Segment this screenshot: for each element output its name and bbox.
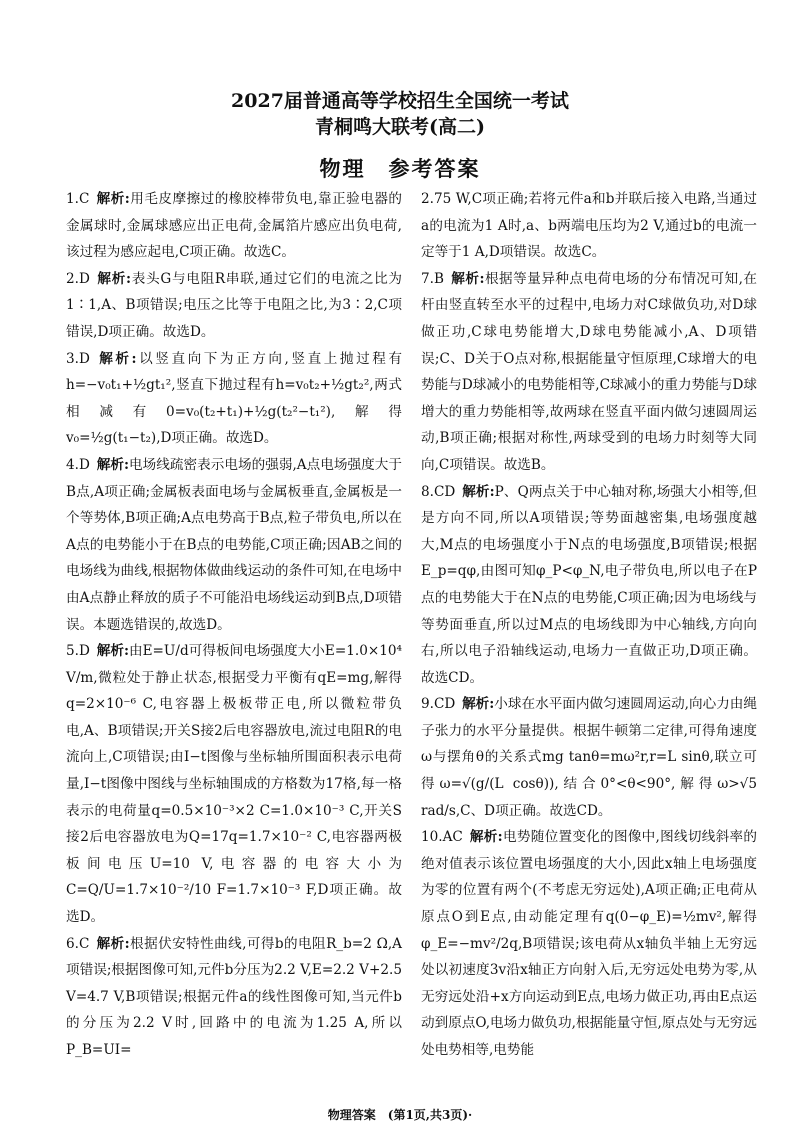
answer-item — [421, 266, 757, 479]
answer-text: 小球在水平面内做匀速圆周运动,向心力由绳子张力的水平分量提供。根据牛顿第二定律,可得角速度ω与摆角θ的关系式mg tanθ=mω²r,r=L sinθ,联立可得ω=√(g/(L cosθ)),结合0°<θ<90°,解得ω>√5 rad/s,C、D项正确。故选CD。 — [421, 696, 757, 819]
answer-text: 由E=U/d可得板间电场强度大小E=1.0×10⁴ V/m,微粒处于静止状态,根据受力平衡有qE=mg,解得q=2×10⁻⁶ C,电容器上极板带正电,所以微粒带负电,A、B项错误;开关S接2后电容器放电,流过电阻R的电流向上,C项错误;由I−t图像与坐标轴所围面积表示电荷量,I−t图像中图线与坐标轴围成的方格数为17格,每一格表示的电荷量q=0.5×10⁻³×2 C=1.0×10⁻³ C,开关S接2后电容器放电为Q=17q=1.7×10⁻² C,电容器两极板间电压U=10 V,电容器的电容大小为C=Q/U=1.7×10⁻²/10 F=1.7×10⁻³ F,D项正确。故选D。 — [66, 643, 402, 926]
answer-number: 8.CD — [421, 483, 456, 500]
analysis-label: 解析: — [450, 270, 485, 287]
answer-text: 表头G与电阻R串联,通过它们的电流之比为1∶1,A、B项错误;电压之比等于电阻之比,为3∶2,C项错误,D项正确。故选D。 — [66, 270, 402, 340]
analysis-label: 解析: — [462, 483, 495, 500]
analysis-label: 解析: — [96, 270, 132, 287]
analysis-label: 解析: — [96, 350, 137, 367]
exam-title: 2027届普通高等学校招生全国统一考试 — [231, 90, 569, 112]
answer-column-left — [66, 186, 402, 1064]
analysis-label: 解析: — [96, 191, 130, 207]
analysis-label: 解析: — [96, 456, 129, 473]
answer-number: 2.D — [66, 270, 90, 287]
answer-number: 1.C — [66, 191, 90, 207]
answer-item — [66, 638, 402, 931]
answer-number: 7.B — [421, 270, 444, 287]
answer-number: 6.C — [66, 935, 90, 952]
answer-text: 根据等量异种点电荷电场的分布情况可知,在杆由竖直转至水平的过程中,电场力对C球做负功,对D球做正功,C球电势能增大,D球电势能减小,A、D项错误;C、D关于O点对称,根据能量守恒原理,C球增大的电势能与D球减小的电势能相等,C球减小的重力势能与D球增大的重力势能相等,故两球在竖直平面内做匀速圆周运动,B项正确;根据对称性,两球受到的电场力时刻等大同向,C项错误。故选B。 — [421, 270, 757, 473]
exam-header — [0, 88, 800, 184]
answer-text: 用毛皮摩擦过的橡胶棒带负电,靠正验电器的金属球时,金属球感应出正电荷,金属箔片感应出负电荷,该过程为感应起电,C项正确。故选C。 — [66, 191, 402, 261]
answer-text: 2.75 W,C项正确;若将元件a和b并联后接入电路,当通过a的电流为1 A时,a、b两端电压均为2 V,通过b的电流一定等于1 A,D项错误。故选C。 — [421, 191, 757, 261]
answer-item — [66, 266, 402, 346]
answer-item — [421, 824, 757, 1063]
answer-text: 电场线疏密表示电场的强弱,A点电场强度大于B点,A项正确;金属板表面电场与金属板垂直,金属板是一个等势体,B项正确;A点电势高于B点,粒子带负电,所以在A点的电势能小于在B点的电势能,C项正确;因AB之间的电场线为曲线,根据物体做曲线运动的条件可知,在电场中由A点静止释放的质子不可能沿电场线运动到B点,D项错误。本题选错误的,故选D。 — [66, 456, 402, 633]
answer-number: 4.D — [66, 456, 90, 473]
answer-item — [421, 691, 757, 824]
answer-number: 5.D — [66, 643, 90, 660]
analysis-label: 解析: — [96, 643, 129, 660]
answer-item — [66, 186, 402, 266]
answer-number: 3.D — [66, 350, 90, 367]
answer-item — [421, 186, 757, 266]
answer-item — [66, 452, 402, 638]
answer-text: P、Q两点关于中心轴对称,场强大小相等,但是方向不同,所以A项错误;等势面越密集,电场强度越大,M点的电场强度小于N点的电场强度,B项错误;根据E_p=qφ,由图可知φ_P<φ_N,电子带负电,所以电子在P点的电势能大于在N点的电势能,C项正确;因为电场线与等势面垂直,所以过M点的电场线即为中心轴线,方向向右,所以电子沿轴线运动,电场力一直做正功,D项正确。故选CD。 — [421, 483, 757, 686]
answer-item — [66, 346, 402, 452]
page-footer: 物理答案 (第1页,共3页)· — [327, 1108, 473, 1122]
subject-heading: 物理 参考答案 — [319, 156, 481, 181]
answer-number: 9.CD — [421, 696, 456, 713]
answer-text: 电势随位置变化的图像中,图线切线斜率的绝对值表示该位置电场强度的大小,因此x轴上电场强度为零的位置有两个(不考虑无穷远处),A项正确;正电荷从原点O到E点,由动能定理有q(0−φ_E)=½mv²,解得φ_E=−mv²/2q,B项错误;该电荷从x轴负半轴上无穷远处以初速度3v沿x轴正方向射入后,无穷远处电势为零,从无穷远处沿+x方向运动到E点,电场力做正功,再由E点运动到原点O,电场力做负功,根据能量守恒,原点处与无穷远处电势相等,电势能 — [421, 829, 757, 1058]
analysis-label: 解析: — [96, 935, 130, 952]
answer-text: 以竖直向下为正方向,竖直上抛过程有h=−v₀t₁+½gt₁²,竖直下抛过程有h=v₀t₂+½gt₂²,两式相减有0=v₀(t₂+t₁)+½g(t₂²−t₁²),解得v₀=½g(t₁−t₂),D项正确。故选D。 — [66, 350, 402, 447]
answer-item — [66, 931, 402, 1064]
answer-number: 10.AC — [421, 829, 463, 846]
answer-item — [421, 479, 757, 692]
analysis-label: 解析: — [469, 829, 503, 846]
analysis-label: 解析: — [462, 696, 495, 713]
answer-text: 根据伏安特性曲线,可得b的电阻R_b=2 Ω,A项错误;根据图像可知,元件b分压为2.2 V,E=2.2 V+2.5 V=4.7 V,B项错误;根据元件a的线性图像可知,当元件b的分压为2.2 V时,回路中的电流为1.25 A,所以P_B=UI= — [66, 935, 402, 1058]
answer-column-right — [421, 186, 757, 1064]
exam-subtitle: 青桐鸣大联考(高二) — [315, 116, 485, 138]
